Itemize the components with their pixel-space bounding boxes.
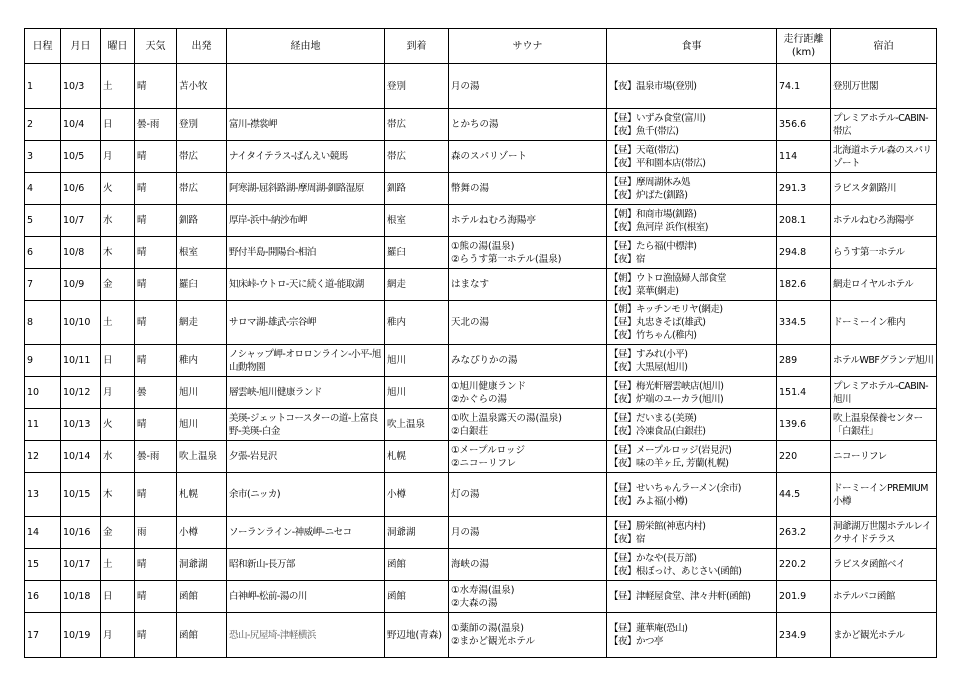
meals-cell [607,205,777,237]
arrive-cell: 登別 [385,64,449,109]
distance-cell: 220 [777,441,831,473]
depart-cell: 苫小牧 [177,64,227,109]
header-distance [777,29,831,64]
sauna-item: ②かぐらの湯 [451,393,508,405]
depart-cell: 函館 [177,613,227,658]
header-row [25,29,937,64]
lodging-cell: ホテルねむろ海陽亭 [831,205,937,237]
meals-cell [607,517,777,549]
sauna-cell [449,581,607,613]
weekday-cell: 水 [101,441,135,473]
weather-cell: 晴 [135,549,177,581]
day-cell: 14 [25,517,61,549]
sauna-item: ホテルねむろ海陽亭 [451,215,537,226]
day-cell: 6 [25,237,61,269]
distance-cell: 356.6 [777,109,831,141]
route-cell: ナイタイテラス-ばんえい競馬 [227,141,385,173]
weekday-cell: 火 [101,409,135,441]
header-meals: 食事 [607,29,777,64]
weather-cell: 晴 [135,64,177,109]
header-distance-unit: (km) [791,47,816,58]
depart-cell: 洞爺湖 [177,549,227,581]
sauna-item: ①水寿湯(温泉) [451,584,515,596]
arrive-cell: 稚内 [385,301,449,345]
table-row [25,517,937,549]
sauna-item: ②ニコーリフレ [451,457,517,469]
meal-item: 【夜】魚千(帯広) [609,125,679,137]
date-cell: 10/18 [61,581,101,613]
arrive-cell: 帯広 [385,109,449,141]
sauna-item: ②まかど観光ホテル [451,636,536,647]
lodging-cell: ニコーリフレ [831,441,937,473]
meal-item: 【夜】宿 [609,533,646,545]
route-cell: 余市(ニッカ) [227,473,385,517]
lodging-cell: ドーミーインPREMIUM小樽 [831,473,937,517]
lodging-cell: プレミアホテル-CABIN-帯広 [831,109,937,141]
table-row [25,109,937,141]
arrive-cell: 小樽 [385,473,449,517]
day-cell: 13 [25,473,61,517]
weekday-cell: 日 [101,109,135,141]
date-cell: 10/7 [61,205,101,237]
distance-cell: 201.9 [777,581,831,613]
table-body [25,64,937,658]
sauna-item: ②白銀荘 [451,425,489,437]
depart-cell: 帯広 [177,173,227,205]
distance-cell: 182.6 [777,269,831,301]
meal-item: 【昼】たら福(中標津) [609,240,697,252]
date-cell: 10/4 [61,109,101,141]
depart-cell: 旭川 [177,409,227,441]
arrive-cell: 洞爺湖 [385,517,449,549]
weather-cell: 晴 [135,141,177,173]
date-cell: 10/17 [61,549,101,581]
meal-item: 【夜】竹ちゃん(稚内) [609,330,697,341]
weather-cell: 晴 [135,409,177,441]
sauna-item: 月の湯 [451,80,480,92]
sauna-item: 天北の湯 [451,317,490,328]
sauna-cell [449,549,607,581]
meal-item: 【夜】味の羊ヶ丘, 芳蘭(札幌) [609,457,729,469]
date-cell: 10/8 [61,237,101,269]
sauna-cell [449,141,607,173]
table-row [25,173,937,205]
table-row [25,441,937,473]
weekday-cell: 金 [101,517,135,549]
arrive-cell: 旭川 [385,377,449,409]
table-row [25,377,937,409]
day-cell: 8 [25,301,61,345]
weather-cell: 晴 [135,269,177,301]
meal-item: 【昼】だいまる(美瑛) [609,412,697,424]
route-cell: 美瑛-ジェットコースターの道-上富良野-美瑛-白金 [227,409,385,441]
sauna-cell [449,473,607,517]
distance-cell: 294.8 [777,237,831,269]
date-cell: 10/3 [61,64,101,109]
meal-item: 【夜】炉ばた(釧路) [609,189,688,201]
meal-item: 【夜】魚河岸 浜作(根室) [609,221,708,233]
meal-item: 【夜】温泉市場(登別) [609,80,697,92]
sauna-cell [449,517,607,549]
depart-cell: 網走 [177,301,227,345]
weekday-cell: 月 [101,141,135,173]
weekday-cell: 木 [101,473,135,517]
weekday-cell: 水 [101,205,135,237]
sauna-cell [449,301,607,345]
arrive-cell: 帯広 [385,141,449,173]
meal-item: 【夜】根ぼっけ、あじさい(函館) [609,565,742,577]
sauna-item: 海峡の湯 [451,559,490,570]
sauna-item: ①メープルロッジ [451,444,525,456]
weekday-cell: 日 [101,581,135,613]
distance-cell: 291.3 [777,173,831,205]
depart-cell: 帯広 [177,141,227,173]
lodging-cell: 吹上温泉保養センター「白銀荘」 [831,409,937,441]
date-cell: 10/11 [61,345,101,377]
meal-item: 【夜】みよ福(小樽) [609,495,688,507]
meals-cell [607,301,777,345]
sauna-item: みなぴりかの湯 [451,355,518,366]
lodging-cell: らうす第一ホテル [831,237,937,269]
meal-item: 【朝】ウトロ漁協婦人部食堂 [609,272,727,284]
header-route: 経由地 [227,29,385,64]
distance-cell: 334.5 [777,301,831,345]
date-cell: 10/13 [61,409,101,441]
weather-cell: 晴 [135,581,177,613]
day-cell: 9 [25,345,61,377]
weather-cell: 晴 [135,173,177,205]
table-row [25,549,937,581]
meals-cell [607,64,777,109]
header-weather: 天気 [135,29,177,64]
lodging-cell: 洞爺湖万世閣ホテルレイクサイドテラス [831,517,937,549]
weekday-cell: 日 [101,345,135,377]
date-cell: 10/16 [61,517,101,549]
sauna-cell [449,377,607,409]
meals-cell [607,173,777,205]
route-cell: 層雲峡-旭川健康ランド [227,377,385,409]
route-cell: ノシャップ岬-オロロンライン-小平-旭山動物園 [227,345,385,377]
table-row [25,613,937,658]
sauna-item: 月の湯 [451,527,480,538]
route-cell: ソーランライン-神威岬-ニセコ [227,517,385,549]
meals-cell [607,377,777,409]
day-cell: 3 [25,141,61,173]
meal-item: 【夜】大黒屋(旭川) [609,361,688,373]
day-cell: 12 [25,441,61,473]
meal-item: 【夜】平和園本店(帯広) [609,157,706,169]
lodging-cell: ドーミーイン稚内 [831,301,937,345]
depart-cell: 吹上温泉 [177,441,227,473]
weather-cell: 曇-雨 [135,441,177,473]
lodging-cell: ホテルパコ函館 [831,581,937,613]
route-cell: 富川-襟裳岬 [227,109,385,141]
distance-cell: 74.1 [777,64,831,109]
weekday-cell: 木 [101,237,135,269]
meal-item: 【夜】冷凍食品(白銀荘) [609,425,706,437]
arrive-cell: 網走 [385,269,449,301]
arrive-cell: 根室 [385,205,449,237]
table-row [25,409,937,441]
lodging-cell: 登別万世閣 [831,64,937,109]
weather-cell: 曇-雨 [135,109,177,141]
route-cell: 厚岸-浜中-納沙布岬 [227,205,385,237]
meals-cell [607,141,777,173]
depart-cell: 函館 [177,581,227,613]
meal-item: 【昼】いずみ食堂(富川) [609,112,706,124]
meal-item: 【昼】かなや(長万部) [609,552,697,564]
date-cell: 10/6 [61,173,101,205]
meal-item: 【朝】和商市場(釧路) [609,208,697,220]
day-cell: 11 [25,409,61,441]
weather-cell: 晴 [135,237,177,269]
sauna-item: ②大森の湯 [451,597,498,609]
sauna-cell [449,345,607,377]
sauna-cell [449,409,607,441]
table-row [25,64,937,109]
distance-cell: 263.2 [777,517,831,549]
sauna-cell [449,205,607,237]
sauna-item: はまなす [451,279,490,290]
depart-cell: 釧路 [177,205,227,237]
table-row [25,301,937,345]
header-day: 日程 [25,29,61,64]
depart-cell: 小樽 [177,517,227,549]
sauna-cell [449,109,607,141]
header-distance-label: 走行距離 [783,34,824,45]
meal-item: 【昼】摩周湖休み処 [609,176,691,188]
distance-cell: 151.4 [777,377,831,409]
meal-item: 【昼】梅光軒層雲峡店(旭川) [609,380,724,392]
day-cell: 10 [25,377,61,409]
depart-cell: 羅臼 [177,269,227,301]
weekday-cell: 火 [101,173,135,205]
meal-item: 【昼】せいちゃんラーメン(余市) [609,482,741,494]
meal-item: 【夜】宿 [609,253,646,265]
meals-cell [607,473,777,517]
route-cell: 野付半島-開陽台-相泊 [227,237,385,269]
meals-cell [607,269,777,301]
sauna-item: 灯の湯 [451,489,480,500]
table-row [25,205,937,237]
meals-cell [607,345,777,377]
meal-item: 【朝】キッチンモリヤ(網走) [609,304,723,315]
arrive-cell: 釧路 [385,173,449,205]
distance-cell: 289 [777,345,831,377]
sauna-cell [449,64,607,109]
lodging-cell: 網走ロイヤルホテル [831,269,937,301]
meal-item: 【昼】すみれ(小平) [609,348,688,360]
date-cell: 10/15 [61,473,101,517]
meals-cell [607,109,777,141]
sauna-cell [449,173,607,205]
weather-cell: 晴 [135,205,177,237]
lodging-cell: ラビスタ釧路川 [831,173,937,205]
weekday-cell: 土 [101,301,135,345]
weather-cell: 晴 [135,345,177,377]
arrive-cell: 函館 [385,549,449,581]
header-weekday: 曜日 [101,29,135,64]
day-cell: 17 [25,613,61,658]
depart-cell: 旭川 [177,377,227,409]
meals-cell [607,441,777,473]
arrive-cell: 野辺地(青森) [385,613,449,658]
meals-cell [607,237,777,269]
date-cell: 10/14 [61,441,101,473]
arrive-cell: 函館 [385,581,449,613]
route-cell: 阿寒湖-屈斜路湖-摩周湖-釧路湿原 [227,173,385,205]
header-lodging: 宿泊 [831,29,937,64]
table-row [25,581,937,613]
arrive-cell: 吹上温泉 [385,409,449,441]
weather-cell: 晴 [135,301,177,345]
day-cell: 7 [25,269,61,301]
date-cell: 10/12 [61,377,101,409]
meal-item: 【夜】かつ亭 [609,636,664,647]
weather-cell: 曇 [135,377,177,409]
lodging-cell: 北海道ホテル森のスパリゾート [831,141,937,173]
lodging-cell: ホテルWBFグランデ旭川 [831,345,937,377]
date-cell: 10/5 [61,141,101,173]
table-row [25,269,937,301]
weather-cell: 雨 [135,517,177,549]
distance-cell: 234.9 [777,613,831,658]
route-cell: 昭和新山-長万部 [227,549,385,581]
day-cell: 2 [25,109,61,141]
sauna-cell [449,441,607,473]
sauna-item: ①旭川健康ランド [451,380,527,392]
day-cell: 5 [25,205,61,237]
meal-item: 【昼】蓮華庵(恐山) [609,623,688,634]
sauna-item: とかちの湯 [451,119,499,130]
sauna-item: ①吹上温泉露天の湯(温泉) [451,412,562,424]
depart-cell: 根室 [177,237,227,269]
weekday-cell: 月 [101,377,135,409]
weather-cell: 晴 [135,473,177,517]
header-arrive: 到着 [385,29,449,64]
sauna-cell [449,613,607,658]
meals-cell [607,581,777,613]
meals-cell [607,549,777,581]
sauna-item: ①熊の湯(温泉) [451,240,515,252]
distance-cell: 208.1 [777,205,831,237]
meal-item: 【昼】津軽屋食堂、津々井軒(函館) [609,591,751,602]
date-cell: 10/9 [61,269,101,301]
distance-cell: 220.2 [777,549,831,581]
header-sauna: サウナ [449,29,607,64]
weekday-cell: 土 [101,549,135,581]
distance-cell: 114 [777,141,831,173]
day-cell: 16 [25,581,61,613]
meal-item: 【昼】天竜(帯広) [609,144,679,156]
sauna-item: ②らうす第一ホテル(温泉) [451,253,562,265]
route-cell [227,64,385,109]
itinerary-table [24,28,937,658]
date-cell: 10/19 [61,613,101,658]
route-cell: 白神岬-松前-湯の川 [227,581,385,613]
meal-item: 【昼】メープルロッジ(岩見沢) [609,444,732,456]
arrive-cell: 旭川 [385,345,449,377]
table-row [25,141,937,173]
distance-cell: 139.6 [777,409,831,441]
sauna-cell [449,269,607,301]
route-cell: 恐山-尻屋埼-津軽横浜 [227,613,385,658]
lodging-cell: まかど観光ホテル [831,613,937,658]
distance-cell: 44.5 [777,473,831,517]
meal-item: 【昼】勝栄館(神恵内村) [609,520,706,532]
depart-cell: 登別 [177,109,227,141]
sauna-item: 幣舞の湯 [451,183,490,194]
route-cell: 夕張-岩見沢 [227,441,385,473]
meals-cell [607,613,777,658]
header-date: 月日 [61,29,101,64]
date-cell: 10/10 [61,301,101,345]
meal-item: 【夜】菜華(網走) [609,285,679,297]
weekday-cell: 金 [101,269,135,301]
sauna-item: 森のスパリゾート [451,151,528,162]
meals-cell [607,409,777,441]
meal-item: 【昼】丸忠きそば(雄武) [609,317,706,328]
sauna-cell [449,237,607,269]
meal-item: 【夜】炉端のユーカラ(旭川) [609,393,724,405]
lodging-cell: プレミアホテル-CABIN-旭川 [831,377,937,409]
header-depart: 出発 [177,29,227,64]
table-row [25,237,937,269]
lodging-cell: ラビスタ函館ベイ [831,549,937,581]
day-cell: 4 [25,173,61,205]
sauna-item: ①薬師の湯(温泉) [451,623,524,634]
table-row [25,345,937,377]
arrive-cell: 札幌 [385,441,449,473]
day-cell: 15 [25,549,61,581]
weekday-cell: 土 [101,64,135,109]
route-cell: サロマ湖-雄武-宗谷岬 [227,301,385,345]
depart-cell: 札幌 [177,473,227,517]
depart-cell: 稚内 [177,345,227,377]
arrive-cell: 羅臼 [385,237,449,269]
route-cell: 知床峠-ウトロ-天に続く道-能取湖 [227,269,385,301]
weather-cell: 晴 [135,613,177,658]
table-row [25,473,937,517]
day-cell: 1 [25,64,61,109]
weekday-cell: 月 [101,613,135,658]
